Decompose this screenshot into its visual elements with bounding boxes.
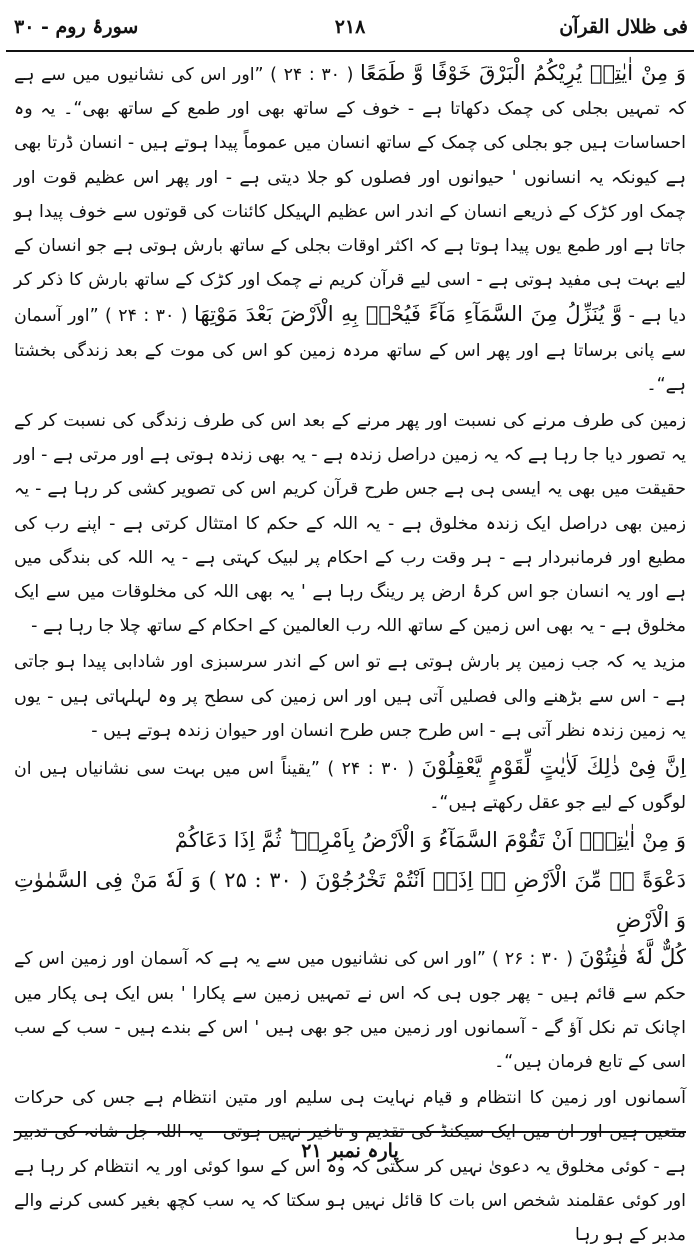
header-rule <box>6 50 694 52</box>
juz-label: پارہ نمبر ۲۱ <box>301 1140 399 1162</box>
quran-verse-line: وَ مِنْ اٰیٰتِهٖۤ اَنْ تَقُوْمَ السَّمَآءُ وَ الْاَرْضُ بِاَمْرِهٖ ؕ ثُمَّ اِذَا دَعَاكُمْ <box>174 828 686 853</box>
surah-label: سورۂ روم - ۳۰ <box>14 16 139 38</box>
paragraph-rain: مزید یہ کہ جب زمین پر بارش ہوتی ہے تو اس کے اندر سرسبزی اور شادابی پیدا ہو جاتی ہے - اس سے بڑھنے والی فصلیں آتی ہیں اور اس زمین کی سطح پر وہ لہلہاتی ہیں - یوں یہ زمین زندہ نظر آتی ہے - اس طرح جس طرح انسان اور حیوان زندہ ہوتے ہیں - <box>14 652 686 741</box>
quran-verse: وَ مِنْ اٰیٰتِهٖ یُرِیْكُمُ الْبَرْقَ خَوْفًا وَّ طَمَعًا <box>360 61 686 85</box>
book-title: فی ظلال القرآن <box>559 16 688 38</box>
translation-text: ( ۳۰ : ۲۴ ) ”یقیناً اس میں بہت سی نشانیاں ہیں ان لوگوں کے لیے جو عقل رکھتے ہیں“۔ <box>14 759 686 814</box>
paragraph-signs <box>14 750 686 820</box>
translation-text: ( ۳۰ : ۲۴ ) ”اور آسمان سے پانی برساتا ہے اور پھر اس کے ساتھ مردہ زمین کو اس کی موت کے بعد زندگی بخشتا ہے“۔ <box>14 306 686 395</box>
paragraph-lightning <box>14 56 686 402</box>
paragraph-earth-life: زمین کی طرف مرنے کی نسبت اور پھر مرنے کے بعد اس کی طرف زندگی کی نسبت کر کے یہ تصور دیا جا رہا ہے کہ یہ زمین دراصل زندہ ہے - یہ بھی زندہ ہوتی ہے اور مرتی ہے - اور حقیقت میں بھی یہ ایسی ہی ہے جس طرح قرآن کریم اس کی تصویر کشی کر رہا ہے - یہ زمین بھی دراصل ایک زندہ مخلوق ہے - یہ اللہ کے حکم کا امتثال کرتی ہے - اپنے رب کی مطیع اور فرمانبردار ہے - ہر وقت رب کے احکام پر لبیک کہتی ہے - یہ اللہ کی بندگی میں ہے اور یہ انسان جو اس کرۂ ارض پر رینگ رہا ہے ' یہ بھی اللہ کی مخلوقات میں سے ایک مخلوق ہے - یہ بھی اس زمین کے ساتھ اللہ رب العالمین کے احکام کے ساتھ چلا جا رہا ہے - <box>14 411 686 637</box>
footer-rule <box>14 1131 686 1133</box>
quran-verse: كُلٌّ لَّهٗ قٰنِتُوْنَ <box>579 945 686 970</box>
quran-verse: وَّ یُنَزِّلُ مِنَ السَّمَآءِ مَآءً فَیُحْیٖ بِهِ الْاَرْضَ بَعْدَ مَوْتِهَا <box>194 302 623 327</box>
quran-verse-line: دَعْوَةً ۖۗ مِّنَ الْاَرْضِ ۖۗ اِذَاۤ اَنْتُمْ تَخْرُجُوْنَ ( ۳۰ : ۲۵ ) وَ لَهٗ مَنْ فِی السَّمٰوٰتِ وَ الْاَرْضِ <box>14 868 686 933</box>
quran-verse: اِنَّ فِیْ ذٰلِكَ لَاٰیٰتٍ لِّقَوْمٍ یَّعْقِلُوْنَ <box>421 755 687 780</box>
page-header <box>8 12 692 46</box>
translation-text: ( ۳۰ : ۲۶ ) ”اور اس کی نشانیوں میں سے یہ ہے کہ آسمان اور زمین اس کے حکم سے قائم ہیں - پھر جوں ہی کہ اس نے تمہیں زمین سے پکارا ' بس ایک ہی پکار میں اچانک تم نکل آؤ گے - آسمانوں اور زمین میں جو بھی ہیں ' اس کے بندے ہیں - سب کے سب اسی کے تابع فرمان ہیں“۔ <box>14 949 686 1073</box>
paragraph-order: آسمانوں اور زمین کا انتظام و قیام نہایت ہی سلیم اور متین انتظام ہے جس کی حرکات متعین ہیں اور ان میں ایک سیکنڈ کی تقدیم و تاخیر نہیں ہوتی - یہ اللہ جل شانہ کی تدبیر ہے - کوئی مخلوق یہ دعویٰ نہیں کر سکتی کہ وہ اس کے سوا کوئی اور یہ انتظام کر رہا ہے اور کوئی عقلمند شخص اس بات کا قائل نہیں ہو سکتا کہ یہ سب کچھ بغیر کسی کرنے والے مدبر کے ہو رہا <box>14 1088 686 1246</box>
translation-text: ( ۳۰ : ۲۴ ) ”اور اس کی نشانیوں میں سے ہے کہ تمہیں بجلی کی چمک دکھاتا ہے - خوف کے ساتھ بھی اور طمع کے ساتھ بھی“۔ یہ وہ احساسات ہیں جو بجلی کی چمک کے ساتھ انسان میں عموماً پیدا ہوتے ہیں - انسان ڈرتا بھی ہے کیونکہ یہ انسانوں ' حیوانوں اور فصلوں کو جلا دیتی ہے - اور پھر اس عظیم قوت اور چمک اور کڑک کے ذریعے انسان کے اندر اس عظیم الہیکل کائنات کی قوتوں سے خوف پیدا ہو جاتا ہے اور طمع یوں پیدا ہوتا ہے کہ اکثر اوقات بجلی کے ساتھ بارش ہوتی ہے جو انسان کے لیے بہت ہی مفید ہوتی ہے - اسی لیے قرآن کریم نے چمک اور کڑک کے ساتھ بارش کا ذکر کر دیا ہے - <box>14 65 686 327</box>
page-number: ۲۱۸ <box>334 16 366 38</box>
paragraph-heavens <box>14 940 686 1079</box>
